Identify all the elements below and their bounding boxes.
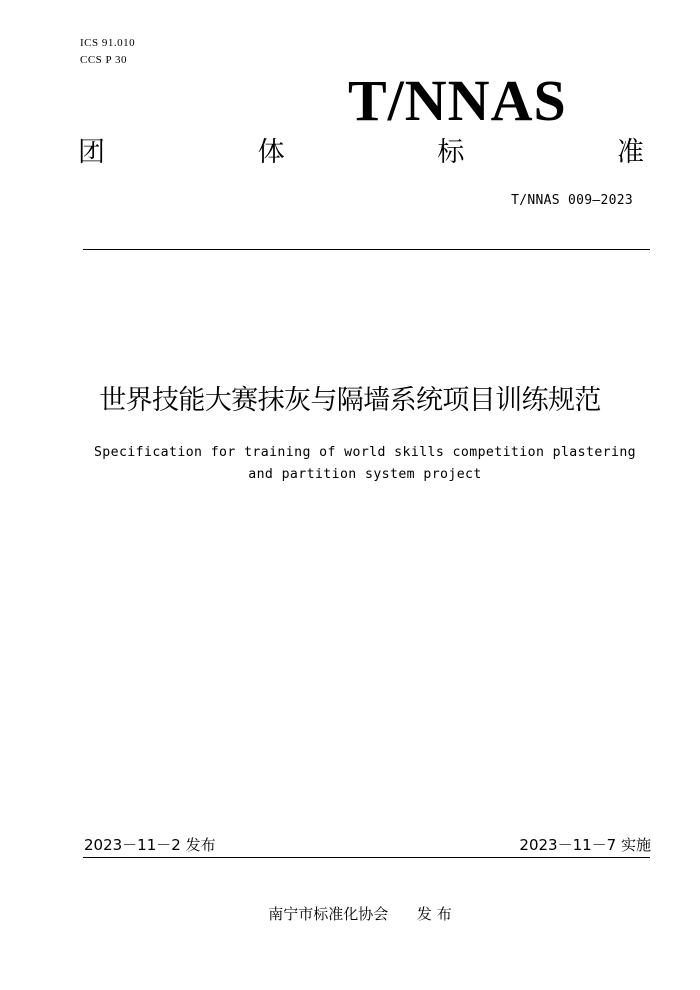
top-divider: [83, 249, 650, 250]
standard-type-char: 标: [437, 137, 465, 168]
standard-logo: T/NNAS: [348, 68, 567, 133]
standard-type-char: 准: [616, 137, 644, 168]
release-date: 2023－11－2 发布: [84, 836, 216, 854]
publisher-name: 南宁市标准化协会: [268, 905, 389, 923]
standard-type-char: 团: [78, 137, 105, 168]
publisher-line: [0, 904, 700, 924]
bottom-divider: [83, 857, 650, 858]
document-title-chinese: 世界技能大赛抹灰与隔墙系统项目训练规范: [99, 385, 601, 416]
english-title-line: Specification for training of world skills competition plastering: [93, 445, 637, 460]
ics-code: ICS 91.010: [80, 37, 136, 49]
document-title-english: [0, 442, 700, 486]
standard-number: T/NNAS 009—2023: [511, 193, 633, 208]
english-title-line: and partition system project: [248, 467, 482, 482]
publish-action: 发 布: [416, 905, 452, 923]
classification-codes: [80, 35, 135, 69]
implementation-date: 2023－11－7 实施: [519, 836, 651, 854]
ccs-code: CCS P 30: [80, 54, 128, 66]
standard-type-char: 体: [257, 137, 285, 168]
standard-type-heading: [78, 136, 644, 170]
